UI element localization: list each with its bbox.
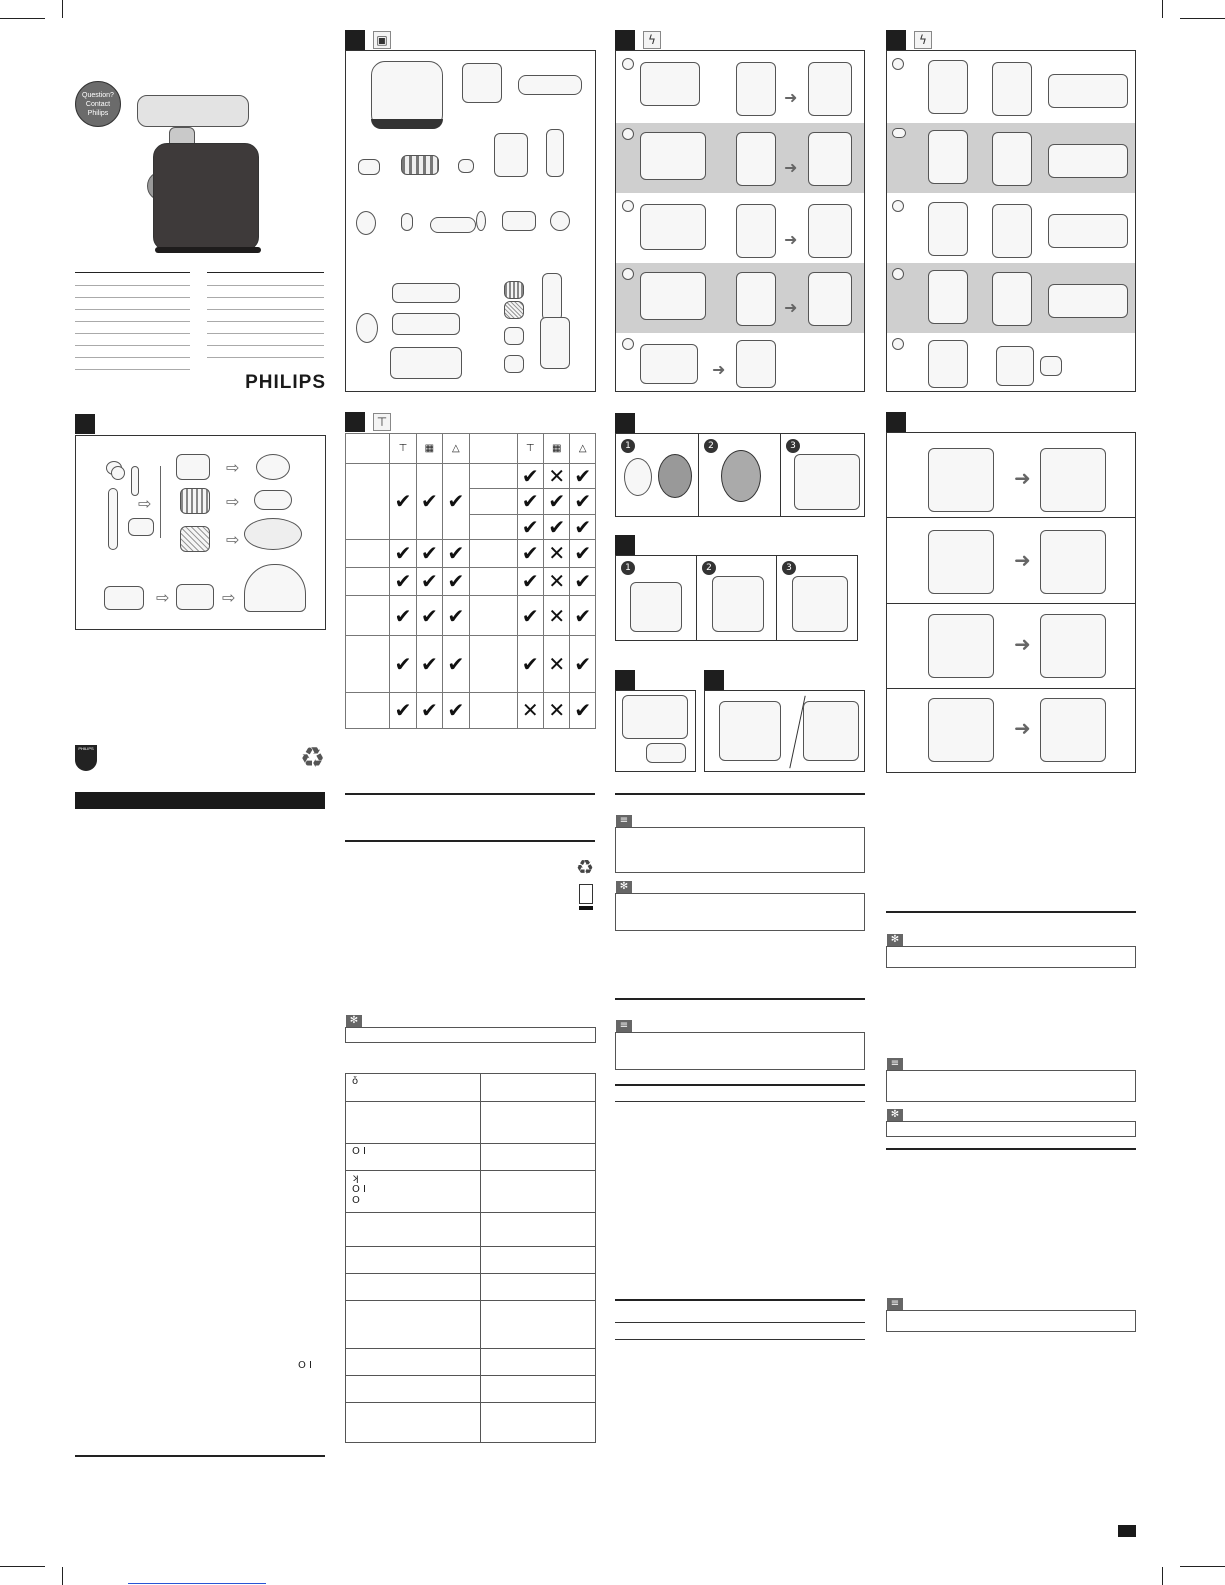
parts-overview-diagram	[345, 50, 596, 392]
cord-storage-detail	[462, 63, 502, 103]
dessert-cup-icon	[244, 564, 306, 612]
drums-icon	[469, 636, 517, 692]
motor-shadow	[155, 247, 261, 253]
sausage-horn-icon	[346, 636, 390, 692]
worm-shaft-icon	[792, 576, 848, 632]
section-divider	[615, 1299, 865, 1301]
section-divider	[615, 1084, 865, 1086]
slicing-drum-icon	[176, 454, 210, 480]
table-cell	[346, 1213, 481, 1247]
tip-box	[886, 1121, 1136, 1137]
check-mark: ✔	[416, 596, 442, 636]
crop-mark	[1162, 0, 1163, 18]
arrow-right-icon: ⇨	[156, 588, 170, 607]
note-box	[615, 1032, 865, 1070]
plug-icon: ϟ	[643, 31, 661, 49]
worm-shaft-icon	[630, 582, 682, 632]
table-cell	[346, 1274, 481, 1301]
philips-shield-text: PHILIPS	[78, 746, 94, 751]
table-cell	[481, 1171, 596, 1213]
faucet-icon: ⊤	[517, 434, 543, 464]
plate-icon	[658, 454, 692, 498]
crop-mark	[1180, 18, 1225, 19]
cookie-plate-icon	[550, 211, 570, 231]
check-mark: ✔	[543, 514, 569, 539]
check-mark: ✔	[517, 464, 543, 489]
storage-box-panel	[704, 690, 865, 772]
food-cutter-diagram	[75, 435, 326, 630]
tip-box	[345, 1027, 596, 1043]
cloth-icon: △	[443, 434, 469, 464]
drum-grate-icon	[504, 301, 524, 319]
cucumber-icon	[108, 488, 118, 550]
check-mark: ✕	[543, 636, 569, 692]
table-cell	[346, 1102, 481, 1144]
philips-shield-icon	[75, 745, 97, 771]
check-mark: ✔	[517, 636, 543, 692]
section-marker	[75, 414, 95, 434]
tip-icon: ✻	[346, 1015, 362, 1027]
motor-base-band	[371, 119, 443, 129]
plate-icon	[721, 450, 761, 502]
knife-icon	[358, 159, 380, 175]
table-cell	[481, 1301, 596, 1349]
check-mark: ✔	[517, 567, 543, 595]
crop-mark	[0, 18, 45, 19]
tray-icon	[469, 539, 517, 567]
ring-icon	[476, 211, 486, 231]
cutter-pusher-icon	[542, 273, 562, 321]
check-mark: ✕	[543, 692, 569, 728]
check-mark: ✔	[543, 489, 569, 514]
check-mark: ✔	[443, 567, 469, 595]
table-cell	[346, 1074, 481, 1102]
contact-bubble	[75, 81, 121, 127]
check-mark: ✔	[443, 636, 469, 692]
check-mark: ✕	[517, 692, 543, 728]
plate-steps-panel	[615, 433, 865, 517]
table-cell	[346, 1403, 481, 1443]
storage-box-icon	[719, 701, 781, 761]
divider-line	[615, 1322, 865, 1323]
check-mark: ✕	[543, 539, 569, 567]
recycle-icon: ♻	[576, 855, 594, 879]
worm-shaft-icon	[401, 155, 439, 175]
check-mark: ✕	[543, 596, 569, 636]
table-cell	[346, 1349, 481, 1376]
step-number: 1	[621, 561, 635, 575]
motor-unit-icon	[469, 692, 517, 728]
motor-unit-icon	[622, 695, 688, 739]
check-mark: ✔	[443, 596, 469, 636]
drum-shred-icon	[504, 281, 524, 299]
section-divider	[886, 911, 1136, 913]
section-marker	[886, 412, 906, 432]
section-divider	[615, 998, 865, 1000]
kebbe-icon	[401, 213, 413, 231]
table-cell	[481, 1102, 596, 1144]
table-cell	[346, 1376, 481, 1403]
section-marker	[345, 30, 365, 50]
faucet-icon: ⊤	[373, 413, 391, 431]
disassembly-steps-panel	[615, 555, 858, 641]
check-mark: ✔	[390, 464, 416, 539]
plate-icon	[469, 464, 517, 489]
storage-box-icon	[390, 347, 462, 379]
check-mark: ✔	[443, 464, 469, 539]
motor-housing	[153, 143, 259, 251]
table-cell	[481, 1349, 596, 1376]
recycle-icon: ♻	[300, 741, 326, 774]
grating-disc-icon	[356, 313, 378, 343]
table-cell	[481, 1213, 596, 1247]
slices-icon	[256, 454, 290, 480]
table-cell	[346, 1144, 481, 1171]
section-marker	[345, 412, 365, 432]
carrot-icon	[131, 466, 139, 496]
storage-insert-icon	[392, 313, 460, 335]
note-icon: ≡	[616, 1020, 632, 1032]
sausage-attachment-icon	[502, 211, 536, 231]
step-number: 3	[786, 439, 800, 453]
worm-shaft-icon	[469, 567, 517, 595]
note-icon: ≡	[887, 1058, 903, 1070]
check-mark: ✔	[570, 489, 596, 514]
pusher-icon	[546, 129, 564, 177]
note-box	[886, 1310, 1136, 1332]
check-mark: ✔	[570, 636, 596, 692]
section-marker	[615, 413, 635, 433]
section-divider	[615, 793, 865, 795]
worm-shaft-icon	[712, 576, 764, 632]
table-header-cell	[469, 434, 517, 464]
check-mark: ✔	[570, 596, 596, 636]
check-mark: ✕	[543, 567, 569, 595]
cloth-icon: △	[570, 434, 596, 464]
check-mark: ✔	[390, 692, 416, 728]
knife-icon	[346, 567, 390, 595]
note-box	[615, 827, 865, 873]
section-divider	[345, 840, 595, 842]
check-mark: ✔	[390, 539, 416, 567]
bottom-link-line[interactable]	[128, 1583, 266, 1584]
cutter-housing-icon	[540, 317, 570, 369]
storage-box-icon	[346, 464, 390, 539]
power-plug-icon	[646, 743, 686, 763]
section-divider	[345, 793, 595, 795]
check-mark: ✔	[416, 539, 442, 567]
check-mark: ✔	[570, 539, 596, 567]
product-hero	[75, 75, 325, 255]
weee-bin-icon	[579, 884, 593, 904]
arrow-right-icon: ⇨	[226, 458, 240, 477]
note-box	[886, 1070, 1136, 1102]
check-mark: ✔	[517, 539, 543, 567]
table-cell	[481, 1074, 596, 1102]
arrow-right-icon: ⇨	[138, 494, 152, 513]
check-mark: ✔	[416, 636, 442, 692]
tray-icon	[346, 539, 390, 567]
table-cell	[481, 1144, 596, 1171]
check-mark: ✔	[416, 692, 442, 728]
ice-drum-icon	[176, 584, 214, 610]
crop-mark	[0, 1566, 45, 1567]
arrow-right-icon: ⇨	[226, 530, 240, 549]
tip-icon: ✻	[887, 934, 903, 946]
check-mark: ✔	[570, 464, 596, 489]
check-mark: ✔	[443, 692, 469, 728]
table-cell	[481, 1247, 596, 1274]
cord-storage-panel	[615, 690, 696, 772]
check-mark: ✔	[517, 596, 543, 636]
section-divider	[75, 1455, 325, 1457]
plate-icon	[624, 458, 652, 496]
check-mark: ✔	[570, 514, 596, 539]
arrow-right-icon: ⇨	[222, 588, 236, 607]
crop-mark	[62, 1567, 63, 1585]
grated-bowl-icon	[244, 518, 302, 550]
table-cell	[346, 1171, 481, 1213]
dishwasher-icon: ▦	[543, 434, 569, 464]
brand-logo: PHILIPS	[245, 372, 326, 393]
section-marker	[615, 30, 635, 50]
storage-box-icon	[803, 701, 859, 761]
tip-box	[615, 893, 865, 931]
dishwasher-icon: ▦	[416, 434, 442, 464]
check-mark: ✕	[543, 464, 569, 489]
cleaning-compatibility-table	[345, 433, 596, 729]
note-icon: ≡	[887, 1298, 903, 1310]
section-divider	[886, 1148, 1136, 1150]
troubleshooting-table	[345, 1073, 596, 1443]
table-cell	[481, 1274, 596, 1301]
tip-icon: ✻	[887, 1109, 903, 1121]
check-mark: ✔	[416, 567, 442, 595]
crop-mark	[1162, 1567, 1163, 1585]
sausage-horn-icon	[430, 217, 476, 233]
branch-line	[160, 466, 161, 538]
step-number: 3	[782, 561, 796, 575]
check-mark: ✔	[416, 464, 442, 539]
drum-slice-icon	[504, 327, 524, 345]
cutter-parts-icon	[346, 692, 390, 728]
step-number: 2	[702, 561, 716, 575]
shreds-icon	[254, 490, 292, 510]
weee-bar	[579, 906, 593, 910]
check-mark: ✔	[517, 514, 543, 539]
check-mark: ✔	[570, 692, 596, 728]
table-header-cell	[346, 434, 390, 464]
section-marker	[886, 30, 906, 50]
crop-mark	[62, 0, 63, 18]
pusher-icon	[346, 596, 390, 636]
table-cell	[481, 1403, 596, 1443]
plate-icon	[469, 489, 517, 514]
check-mark: ✔	[390, 596, 416, 636]
grinder-head-icon	[469, 596, 517, 636]
faucet-icon: ⊤	[390, 434, 416, 464]
ice-cubes-icon	[104, 586, 144, 610]
section-marker	[704, 670, 724, 690]
plate-icon	[469, 514, 517, 539]
divider-line	[615, 1101, 865, 1102]
switch-symbol: O I	[298, 1360, 312, 1371]
grating-drum-icon	[180, 526, 210, 552]
arrow-right-icon: ⇨	[226, 492, 240, 511]
cutting-plate-icon	[356, 211, 376, 235]
table-cell	[481, 1376, 596, 1403]
hopper-tray	[137, 95, 249, 127]
section-marker	[615, 670, 635, 690]
onion-icon	[111, 466, 125, 480]
table-cell	[346, 1247, 481, 1274]
section-marker	[615, 535, 635, 555]
grinder-head-icon	[494, 133, 528, 177]
overview-icon: ▣	[373, 31, 391, 49]
symbol-text: ʞ O I O	[352, 1173, 366, 1206]
spring-icon	[458, 159, 474, 173]
unplug-icon: ϟ	[914, 31, 932, 49]
cleaning-brush-icon	[794, 454, 860, 510]
check-mark: ✔	[570, 567, 596, 595]
tip-icon: ✻	[616, 881, 632, 893]
page-number-badge	[1118, 1525, 1136, 1537]
contact-bubble-text: Question? Contact Philips	[82, 91, 114, 117]
shredding-drum-icon	[180, 488, 210, 514]
table-cell	[346, 1301, 481, 1349]
note-icon: ≡	[616, 815, 632, 827]
step-number: 2	[704, 439, 718, 453]
storage-lid-icon	[392, 283, 460, 303]
check-mark: ✔	[390, 636, 416, 692]
drum-ice-icon	[504, 355, 524, 373]
crop-mark	[1180, 1566, 1225, 1567]
symbol-text: O I	[352, 1146, 366, 1157]
cheese-icon	[128, 518, 154, 536]
check-mark: ✔	[390, 567, 416, 595]
tip-box	[886, 946, 1136, 968]
language-banner	[75, 792, 325, 809]
step-number: 1	[621, 439, 635, 453]
check-mark: ✔	[443, 539, 469, 567]
food-tray-icon	[518, 75, 582, 95]
check-mark: ✔	[517, 489, 543, 514]
divider-line	[615, 1339, 865, 1340]
symbol-text: ǒ	[352, 1076, 359, 1087]
